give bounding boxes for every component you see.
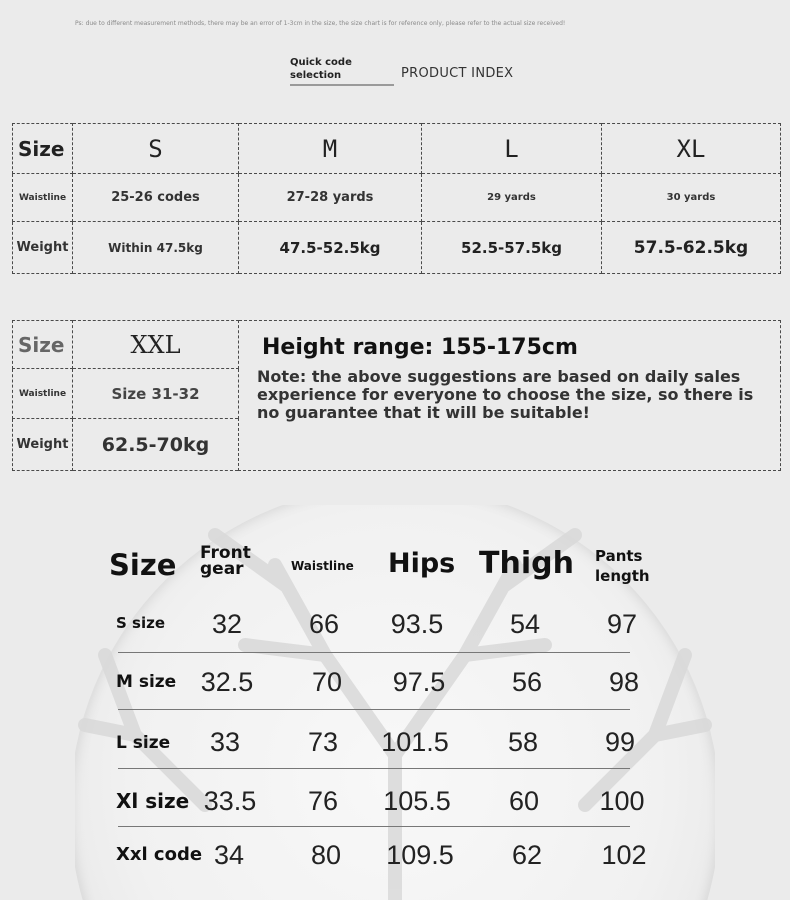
weight-m-value: 47.5-52.5kg: [239, 222, 422, 274]
measure-size-header: Size: [109, 548, 177, 582]
size-xl-header: XL: [602, 124, 781, 174]
s-front-gear: 32: [211, 609, 243, 639]
size-s-header: S: [73, 124, 239, 174]
size-disclaimer: Ps: due to different measurement methods, there may be an error of 1-3cm in the size, the size chart is for reference only, please refer to the actual size received!: [75, 20, 566, 27]
waistline-xl-value: 30 yards: [602, 174, 781, 222]
xxl-waistline-row-label: Waistline: [13, 369, 73, 419]
s-pants-length: 97: [606, 609, 638, 639]
weight-xl-value: 57.5-62.5kg: [602, 222, 781, 274]
m-front-gear: 32.5: [200, 667, 254, 697]
m-pants-length: 98: [608, 667, 640, 697]
waistline-l-value: 29 yards: [422, 174, 602, 222]
xl-thigh: 60: [508, 786, 540, 816]
l-hips: 101.5: [381, 727, 449, 757]
xxl-thigh: 62: [511, 840, 543, 870]
waistline-m-value: 27-28 yards: [239, 174, 422, 222]
xxl-size-header-label: Size: [13, 321, 73, 369]
row-divider: [118, 768, 630, 769]
product-index-title: PRODUCT INDEX: [401, 66, 514, 81]
xxl-hips: 109.5: [386, 840, 454, 870]
l-front-gear: 33: [209, 727, 241, 757]
l-thigh: 58: [507, 727, 539, 757]
row-label-s: S size: [116, 614, 165, 632]
weight-row-label: Weight: [13, 222, 73, 274]
hips-header: Hips: [388, 548, 456, 579]
row-label-m: M size: [116, 672, 177, 692]
m-waistline: 70: [311, 667, 343, 697]
l-pants-length: 99: [604, 727, 636, 757]
height-range-text: Height range: 155-175cm: [262, 335, 578, 360]
row-label-xxl: Xxl code: [116, 844, 203, 865]
front-gear-header: Front gear: [200, 543, 251, 579]
waistline-row-label: Waistline: [13, 174, 73, 222]
waistline-xxl-value: Size 31-32: [73, 369, 239, 419]
weight-xxl-value: 62.5-70kg: [73, 419, 239, 471]
l-waistline: 73: [307, 727, 339, 757]
xxl-waistline: 80: [310, 840, 342, 870]
thigh-header: Thigh: [479, 546, 574, 581]
weight-l-value: 52.5-57.5kg: [422, 222, 602, 274]
size-header-label: Size: [13, 124, 73, 174]
xxl-weight-row-label: Weight: [13, 419, 73, 471]
size-xxl-header: XXL: [73, 321, 239, 369]
row-divider: [118, 709, 630, 710]
row-label-xl: Xl size: [116, 789, 190, 813]
weight-s-value: Within 47.5kg: [73, 222, 239, 274]
xxl-front-gear: 34: [213, 840, 245, 870]
quick-code-selection-label: Quick code selection: [290, 56, 394, 86]
row-divider: [118, 652, 630, 653]
m-hips: 97.5: [392, 667, 446, 697]
s-hips: 93.5: [390, 609, 444, 639]
waistline-header: Waistline: [291, 559, 354, 573]
row-divider: [118, 826, 630, 827]
m-thigh: 56: [511, 667, 543, 697]
size-l-header: L: [422, 124, 602, 174]
xl-pants-length: 100: [599, 786, 645, 816]
size-note-text: Note: the above suggestions are based on daily sales experience for everyone to choose the size, so there is no guarantee that it will be suitable!: [257, 367, 754, 422]
pants-length-header: Pants length: [595, 547, 650, 585]
xl-hips: 105.5: [383, 786, 451, 816]
xl-waistline: 76: [307, 786, 339, 816]
s-thigh: 54: [509, 609, 541, 639]
size-m-header: M: [239, 124, 422, 174]
waistline-s-value: 25-26 codes: [73, 174, 239, 222]
s-waistline: 66: [308, 609, 340, 639]
xxl-pants-length: 102: [601, 840, 647, 870]
xl-front-gear: 33.5: [203, 786, 257, 816]
row-label-l: L size: [116, 733, 171, 753]
